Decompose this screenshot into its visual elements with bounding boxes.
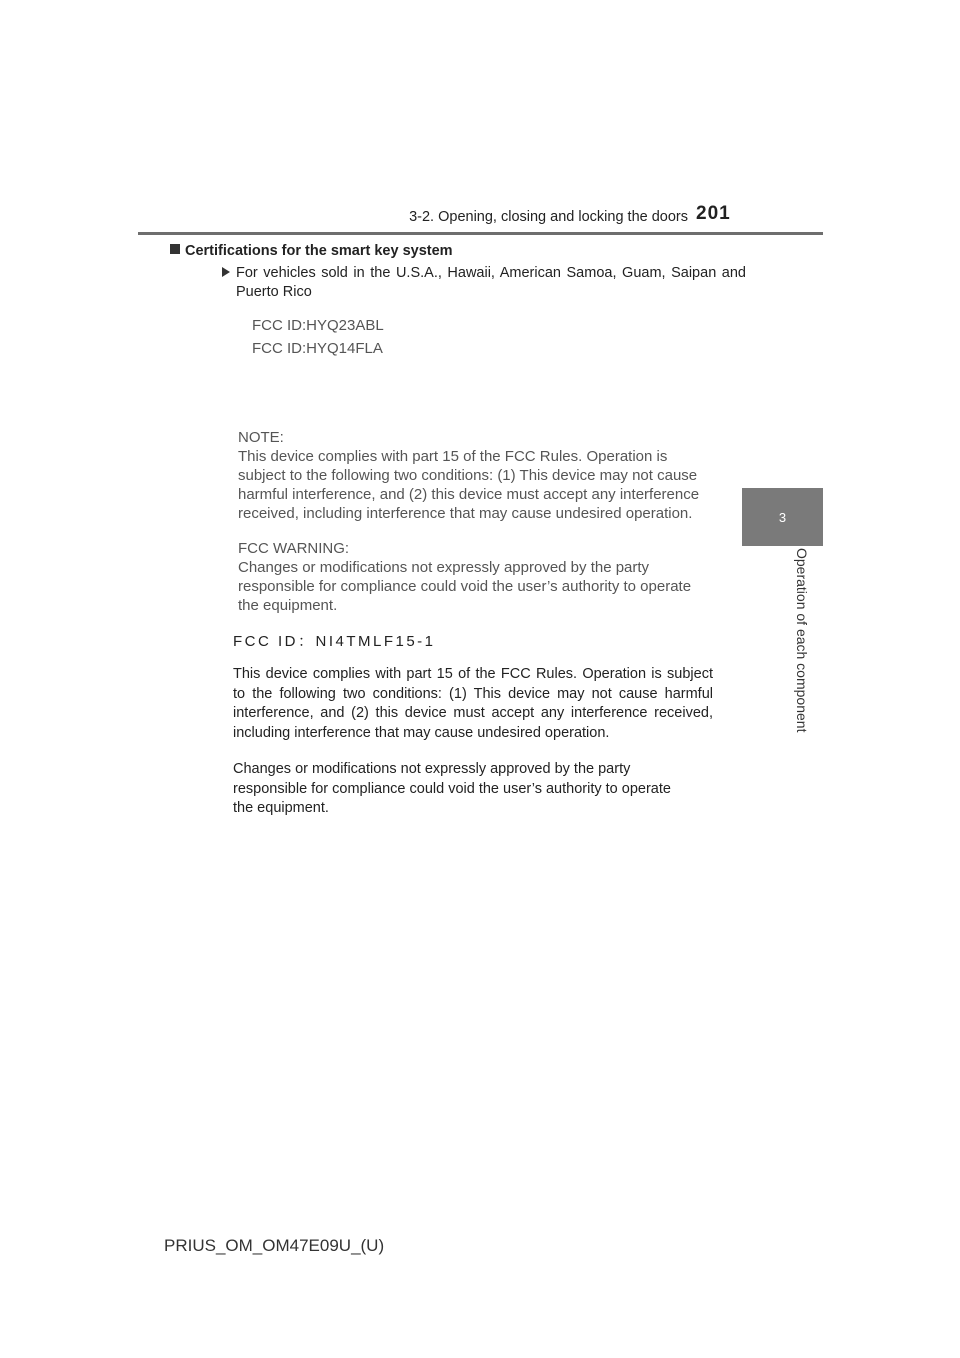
note-line: received, including interference that may cause undesired operation.	[238, 505, 693, 522]
note-label: NOTE:	[238, 429, 284, 446]
footer-doc-id: PRIUS_OM_OM47E09U_(U)	[164, 1236, 385, 1255]
chapter-label: Operation of each component	[794, 548, 810, 733]
changes-paragraph	[233, 760, 713, 819]
warning-line: the equipment.	[238, 597, 338, 614]
note-line: subject to the following two conditions: (1) This device may not cause	[238, 467, 698, 484]
fcc-id-1: FCC ID:HYQ23ABL	[252, 317, 384, 334]
warning-label: FCC WARNING:	[238, 540, 350, 557]
note-line: This device complies with part 15 of the FCC Rules. Operation is	[238, 448, 668, 465]
square-bullet-icon	[170, 244, 180, 254]
chapter-number: 3	[778, 509, 787, 525]
warning-line: responsible for compliance could void the user’s authority to operate	[238, 578, 692, 595]
fcc-id-3: FCC ID：NI4TMLF15-1	[233, 633, 436, 650]
note-block	[238, 428, 728, 615]
note-line: harmful interference, and (2) this device must accept any interference	[238, 486, 700, 503]
section-heading-text: Certifications for the smart key system	[185, 243, 453, 259]
compliance-paragraph: This device complies with part 15 of the FCC Rules. Operation is subject to the following two conditions: (1) This device may not cause harmful interference, and (2) this device must accept any interference received, including interference that may cause undesired operation.	[233, 666, 713, 741]
changes-line: the equipment.	[233, 800, 329, 816]
fcc-id-2: FCC ID:HYQ14FLA	[252, 340, 383, 357]
bullet-text: For vehicles sold in the U.S.A., Hawaii, American Samoa, Guam, Saipan and Puerto Rico	[236, 265, 746, 300]
warning-line: Changes or modifications not expressly approved by the party	[238, 559, 650, 576]
header-title: 3-2. Opening, closing and locking the doors	[409, 209, 688, 225]
bullet-item	[222, 264, 746, 302]
section-heading	[170, 243, 453, 259]
triangle-bullet-icon	[222, 267, 230, 277]
page-number: 201	[696, 203, 731, 224]
changes-line: Changes or modifications not expressly approved by the party	[233, 761, 631, 777]
header-rule	[138, 232, 823, 235]
changes-line: responsible for compliance could void the user’s authority to operate	[233, 780, 671, 797]
chapter-tab[interactable]	[742, 488, 823, 546]
